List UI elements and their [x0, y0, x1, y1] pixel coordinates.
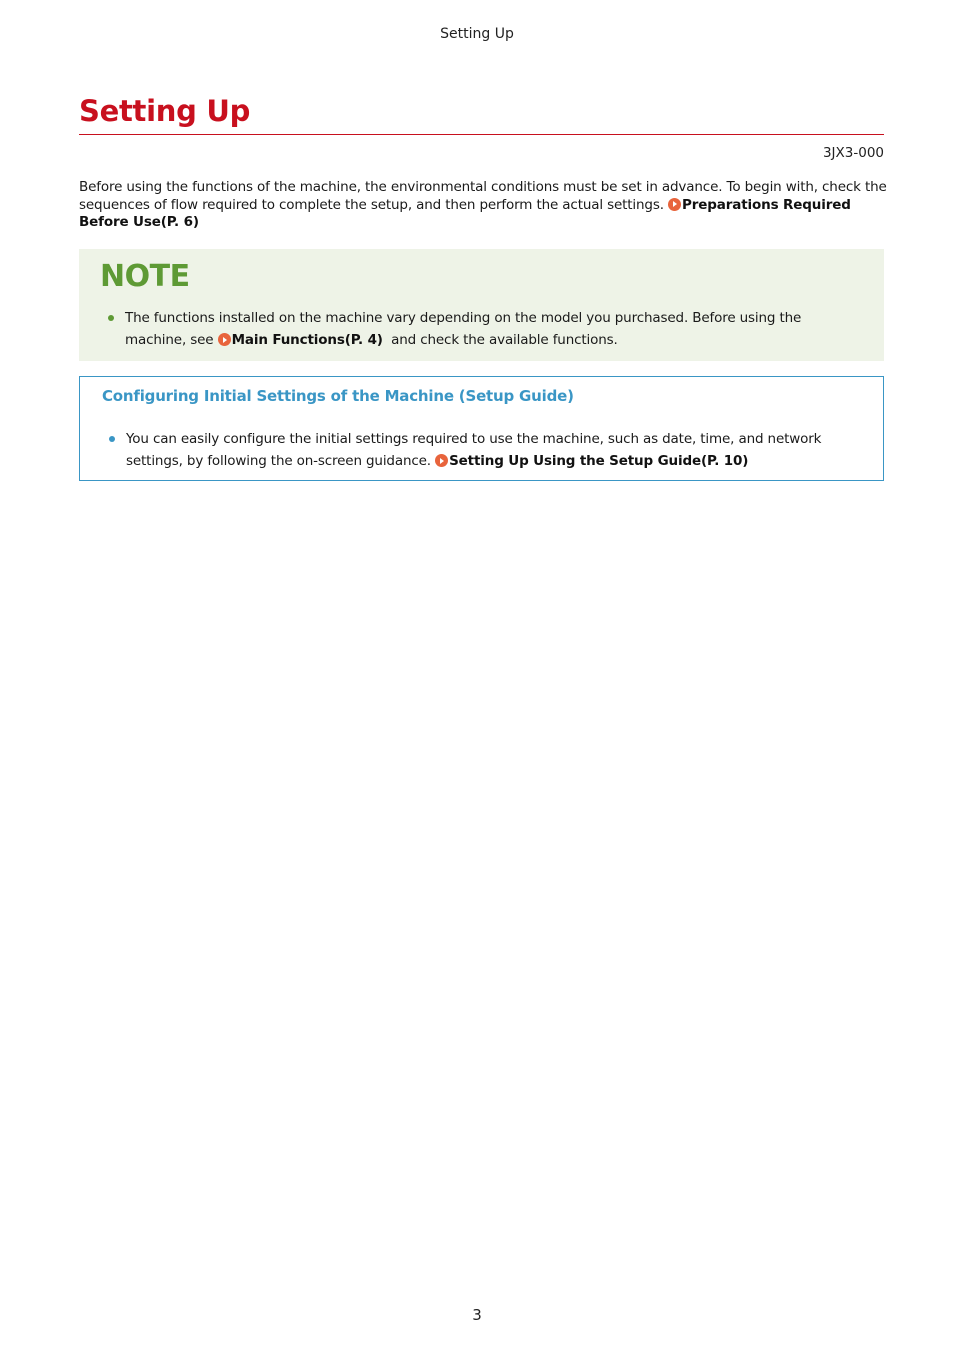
arrow-circle-right-icon	[218, 333, 231, 346]
preparations-link[interactable]: Preparations Required Before Use(P. 6)	[79, 196, 851, 230]
bullet-dot-icon	[108, 315, 114, 321]
intro-text: Before using the functions of the machine, the environmental conditions must be set in advance. To begin with, check the sequences of flow required to complete the setup, and then perform the actual settings.	[79, 179, 887, 213]
note-heading: NOTE	[100, 259, 190, 294]
page-title: Setting Up	[79, 94, 251, 128]
setup-guide-item-text: You can easily configure the initial settings required to use the machine, such as date, time, and network settings, by following the on-screen guidance.	[126, 431, 822, 469]
page-number: 3	[472, 1306, 482, 1324]
setup-guide-box	[79, 376, 884, 481]
arrow-circle-right-icon	[668, 198, 681, 211]
note-item-text-after: and check the available functions.	[382, 332, 618, 348]
intro-paragraph	[79, 179, 887, 232]
note-box	[79, 249, 884, 361]
note-item-text: The functions installed on the machine vary depending on the model you purchased. Before using the machine, see	[125, 310, 802, 348]
setup-guide-link[interactable]: Setting Up Using the Setup Guide(P. 10)	[449, 453, 749, 469]
title-divider	[79, 134, 884, 135]
main-functions-link[interactable]: Main Functions(P. 4)	[231, 332, 383, 348]
document-code: 3JX3-000	[822, 145, 884, 161]
running-header: Setting Up	[440, 26, 514, 42]
bullet-dot-icon	[109, 436, 115, 442]
arrow-circle-right-icon	[435, 454, 448, 467]
setup-guide-list-item	[126, 428, 856, 472]
setup-guide-heading: Configuring Initial Settings of the Machine (Setup Guide)	[102, 387, 574, 405]
note-list-item	[125, 307, 855, 351]
